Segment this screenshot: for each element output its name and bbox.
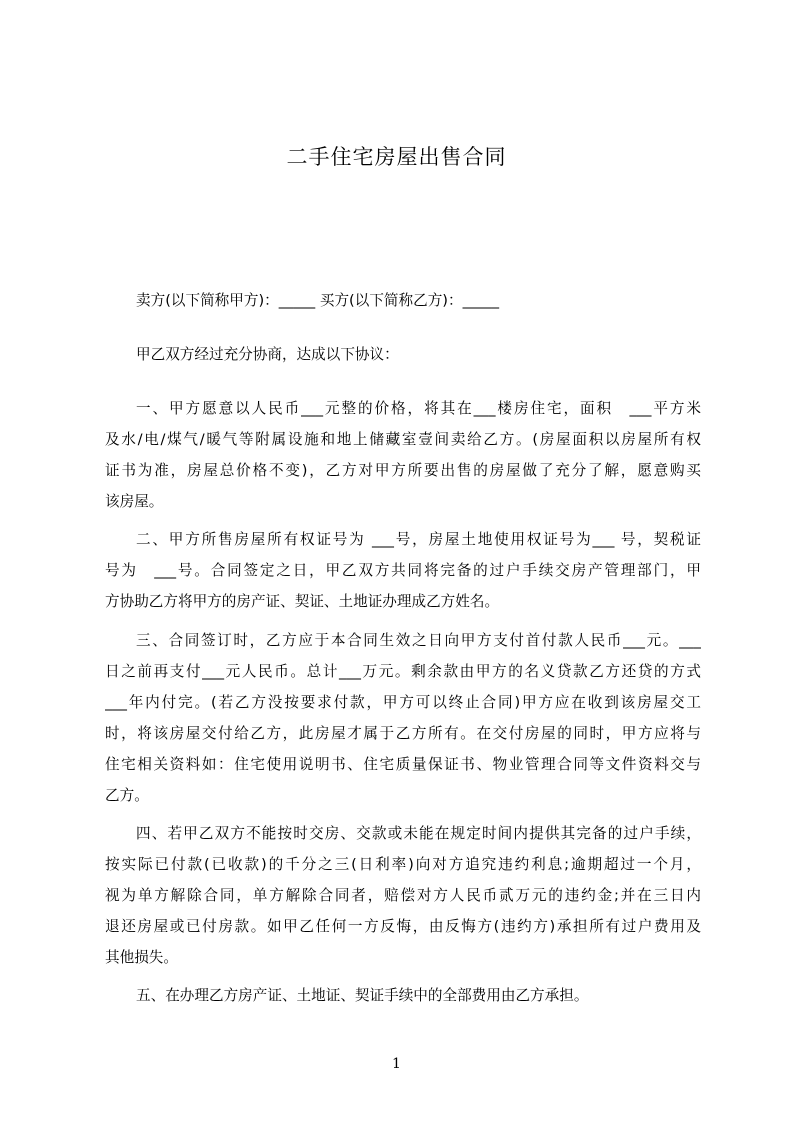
clause-2-line: 方协助乙方将甲方的房产证、契证、土地证办理成乙方姓名。 [105,593,500,610]
clause-1-line: 该房屋。 [105,493,164,510]
clause-3-line: 时，将该房屋交付给乙方，此房屋才属于乙方所有。在交付房屋的同时，甲方应将与 [105,725,701,742]
parties-line: 卖方(以下简称甲方)：_____ 买方(以下简称乙方)：_____ [136,292,500,309]
clause-4-line: 按实际已付款(已收款)的千分之三(日利率)向对方追究违约利息;逾期超过一个月， [105,856,701,873]
clause-5 [105,980,701,1011]
parties-paragraph [105,285,701,316]
clause-1-line: 一、甲方愿意以人民币___元整的价格，将其在___楼房住宅，面积 ___平方米 [136,400,701,417]
clause-2-line: 二、甲方所售房屋所有权证号为 ___号，房屋土地使用权证号为___ 号，契税证 [136,531,701,548]
clause-1 [105,393,701,517]
clause-2 [105,524,701,617]
clause-3-line: 三、合同签订时，乙方应于本合同生效之日向甲方支付首付款人民币___元。___ [136,632,701,649]
clause-1-line: 证书为准，房屋总价格不变)，乙方对甲方所要出售的房屋做了充分了解，愿意购买 [105,462,701,479]
clause-4 [105,818,701,973]
clause-5-line: 五、在办理乙方房产证、土地证、契证手续中的全部费用由乙方承担。 [136,987,589,1004]
clause-3-line: 乙方。 [105,787,149,804]
clause-3 [105,625,701,811]
clause-4-line: 退还房屋或已付房款。如甲乙任何一方反悔，由反悔方(违约方)承担所有过户费用及 [105,918,701,935]
intro-paragraph [105,339,701,370]
document-title: 二手住宅房屋出售合同 [286,145,507,169]
clause-3-line: 日之前再支付___元人民币。总计___万元。剩余款由甲方的名义贷款乙方还贷的方式 [105,663,701,680]
clause-4-line: 视为单方解除合同，单方解除合同者，赔偿对方人民币贰万元的违约金;并在三日内 [105,887,701,904]
clause-4-line: 其他损失。 [105,949,178,966]
clause-1-line: 及水/电/煤气/暖气等附属设施和地上储藏室壹间卖给乙方。(房屋面积以房屋所有权 [105,431,701,448]
clause-3-line: 住宅相关资料如：住宅使用说明书、住宅质量保证书、物业管理合同等文件资料交与 [105,756,701,773]
clause-2-line: 号为 ___号。合同签定之日，甲乙双方共同将完备的过户手续交房产管理部门，甲 [105,562,701,579]
clause-4-line: 四、若甲乙双方不能按时交房、交款或未能在规定时间内提供其完备的过户手续， [136,825,701,842]
page-number: 1 [392,1056,401,1072]
clause-3-line: ___年内付完。(若乙方没按要求付款，甲方可以终止合同)甲方应在收到该房屋交工 [105,694,701,711]
intro-line: 甲乙双方经过充分协商，达成以下协议： [136,346,399,363]
